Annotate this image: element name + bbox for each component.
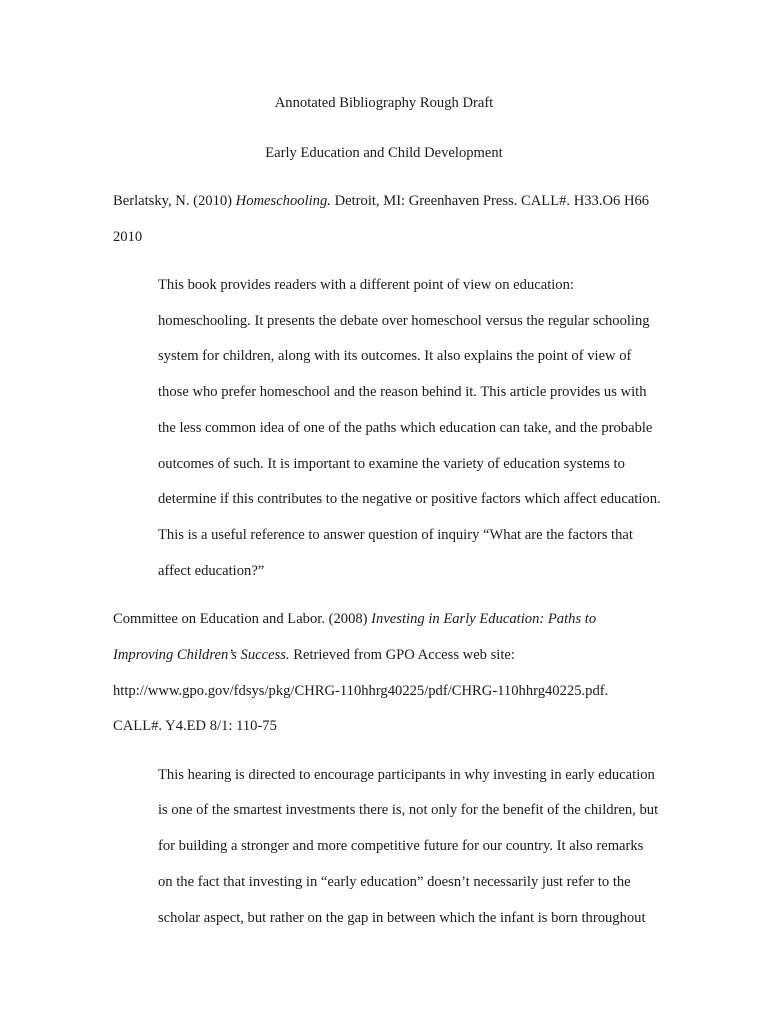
citation-1-author-year: Berlatsky, N. (2010)	[113, 193, 236, 209]
citation-2-title-part-2: Improving Children’s Success.	[113, 647, 290, 663]
citation-2-author-year: Committee on Education and Labor. (2008)	[113, 611, 372, 627]
annotation-line: system for children, along with its outcomes. It also explains the point of view of	[158, 348, 632, 364]
annotation-line: is one of the smartest investments there is, not only for the benefit of the children, but	[158, 802, 659, 818]
citation-1-publisher: Detroit, MI: Greenhaven Press. CALL#. H33.O6 H66	[330, 193, 650, 209]
document-subtitle: Early Education and Child Development	[265, 145, 503, 161]
annotation-line: those who prefer homeschool and the reason behind it. This article provides us with	[158, 384, 647, 400]
annotation-line: for building a stronger and more competitive future for our country. It also remarks	[158, 838, 644, 854]
citation-2-line-2	[113, 646, 515, 664]
citation-2-title-part-1: Investing in Early Education: Paths to	[371, 611, 597, 627]
document-title: Annotated Bibliography Rough Draft	[274, 95, 494, 111]
annotation-line: homeschooling. It presents the debate over homeschool versus the regular schooling	[158, 313, 650, 329]
annotation-line: outcomes of such. It is important to examine the variety of education systems to	[158, 456, 625, 472]
annotation-line: affect education?”	[158, 563, 265, 579]
citation-1-line-2: 2010	[113, 229, 143, 245]
annotation-line: This is a useful reference to answer question of inquiry “What are the factors that	[158, 527, 633, 543]
citation-2-url: http://www.gpo.gov/fdsys/pkg/CHRG-110hhrg40225/pdf/CHRG-110hhrg40225.pdf.	[113, 683, 609, 699]
citation-2-call-number: CALL#. Y4.ED 8/1: 110-75	[113, 718, 277, 734]
annotation-line: determine if this contributes to the negative or positive factors which affect education.	[158, 491, 661, 507]
citation-2-source: Retrieved from GPO Access web site:	[289, 647, 515, 663]
annotation-line: the less common idea of one of the paths which education can take, and the probable	[158, 420, 653, 436]
annotation-line: This book provides readers with a different point of view on education:	[158, 277, 574, 293]
citation-1-title: Homeschooling.	[235, 193, 331, 209]
annotation-line: on the fact that investing in “early education” doesn’t necessarily just refer to the	[158, 874, 631, 890]
citation-1-line-1	[113, 192, 649, 210]
annotation-line: scholar aspect, but rather on the gap in between which the infant is born throughout	[158, 910, 646, 926]
citation-2-line-1	[113, 610, 596, 628]
annotation-line: This hearing is directed to encourage participants in why investing in early education	[158, 767, 655, 783]
